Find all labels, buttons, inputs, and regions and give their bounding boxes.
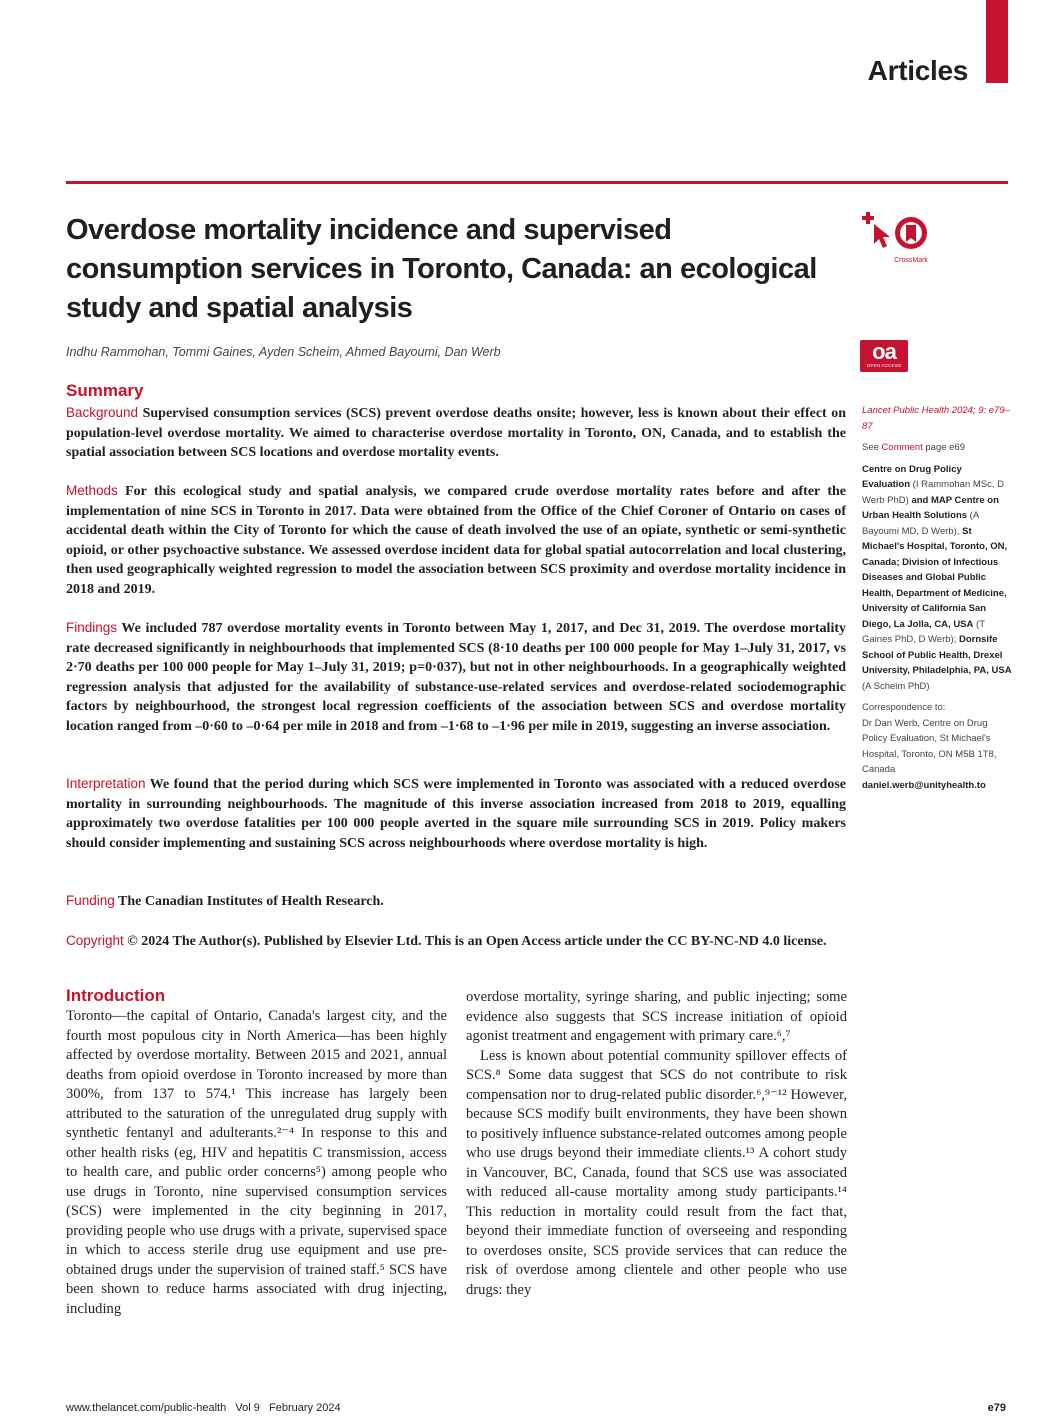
crossmark-badge[interactable] xyxy=(893,215,929,264)
methods-label: Methods xyxy=(66,483,118,498)
background-label: Background xyxy=(66,405,139,420)
background-text: Supervised consumption services (SCS) prevent overdose deaths onsite; however, less is known about their effect on population-level overdose mortality. We aimed to characterise overdose mortality in Toronto, ON, Canada, and to establish the spatial association between SCS locations and overdose mortality events. xyxy=(66,406,847,460)
correspondence xyxy=(862,700,1012,793)
intro-column-1: Toronto—the capital of Ontario, Canada's largest city, and the fourth most populous city in North America—has been highly affected by overdose mortality. Between 2015 and 2021, annual deaths from opioid overdose in Toronto increased by more than 300%, from 137 to 574.¹ This increase has largely been attributed to the saturation of the unregulated drug supply with synthetic fentanyl and adulterants.²⁻⁴ In response to this and other health risks (eg, HIV and hepatitis C transmission, access to health care, and public order concerns⁵) among people who use drugs in Toronto, nine supervised consumption services (SCS) were implemented in the city beginning in 2017, providing people who use drugs with a private, supervised space in which to access sterile drug use equipment and use pre-obtained drugs under the supervision of trained staff.⁵ SCS have been shown to reduce harms associated with drug injecting, including xyxy=(66,1008,447,1317)
title-divider xyxy=(66,181,1008,184)
page-number: e79 xyxy=(987,1402,1006,1414)
crossmark-icon xyxy=(893,215,929,251)
introduction-heading: Introduction xyxy=(66,986,166,1005)
see-comment xyxy=(862,440,1012,456)
affiliation-name: and MAP Centre on Urban Health Solutions xyxy=(862,494,999,521)
oa-logo-text: oa xyxy=(872,339,896,364)
footer-url[interactable]: www.thelancet.com/public-health xyxy=(66,1402,227,1414)
intro-paragraph: overdose mortality, syringe sharing, and public injecting; some evidence also suggests that SCS increase initiation of opioid agonist treatment and engagement with primary care.⁶,⁷ xyxy=(466,989,847,1044)
affiliation-detail: (A Scheim PhD) xyxy=(862,680,930,692)
intro-column-2 xyxy=(466,988,847,1300)
footer-volume: Vol 9 xyxy=(235,1402,260,1414)
funding-label: Funding xyxy=(66,893,115,908)
affiliation-detail: (T Gaines PhD, D Werb); xyxy=(862,618,985,645)
summary-funding xyxy=(66,891,846,912)
interpretation-text: We found that the period during which SCS were implemented in Toronto was associated with a reduced overdose mortality in surrounding neighbourhoods. The magnitude of this inverse association increased from 2018 to 2019, equalling approximately two overdose fatalities per 100 000 people averted in the square mile surrounding SCS in 2019. Policy makers should consider implementing and sustaining SCS across neighbourhoods where overdose mortality is high. xyxy=(66,777,847,851)
affiliation-detail: (I Rammohan MSc, D Werb PhD) xyxy=(862,479,1005,506)
footer-info xyxy=(66,1402,341,1414)
correspondence-label: Correspondence to: xyxy=(862,702,946,713)
footer-date: February 2024 xyxy=(269,1402,341,1414)
oa-subtext: OPEN ACCESS xyxy=(866,363,902,368)
see-prefix: See xyxy=(862,442,882,453)
summary-methods xyxy=(66,481,846,599)
summary-findings xyxy=(66,618,846,736)
affiliation-name: St Michael's Hospital, Toronto, ON, Canada; Division of Infectious Diseases and Global Public Health, Department of Medicine, University of California San Diego, La Jolla, CA, USA xyxy=(862,525,1008,630)
summary-background xyxy=(66,403,846,463)
summary-heading: Summary xyxy=(66,381,144,400)
intro-paragraph: Less is known about potential community spillover effects of SCS.⁸ Some data suggest that SCS do not contribute to risk compensation nor to drug-related public disorder.⁶,⁹⁻¹² However, because SCS modify built environments, they have been shown to positively influence substance-related outcomes among people who use drugs beyond their immediate clients.¹³ A cohort study in Vancouver, BC, Canada, found that SCS use was associated with reduced all-cause mortality among study participants.¹⁴ This reduction in mortality could result from the fact that, beyond their immediate function of overseeing and responding to overdoses onsite, SCS provide services that can reduce the risk of overdose among clientele and other people who use drugs: they xyxy=(466,1047,847,1298)
crossmark-label: CrossMark xyxy=(894,257,928,264)
correspondence-email[interactable]: daniel.werb@unityhealth.to xyxy=(862,779,986,791)
accent-bar xyxy=(986,0,1008,83)
affiliation-name: Centre on Drug Policy Evaluation xyxy=(862,463,962,490)
copyright-text: © 2024 The Author(s). Published by Elsevier Ltd. This is an Open Access article under the CC BY-NC-ND 4.0 license. xyxy=(127,934,827,949)
sidebar xyxy=(862,403,1012,799)
comment-link[interactable]: Comment xyxy=(881,442,923,453)
comment-page: page e69 xyxy=(922,442,965,453)
findings-text: We included 787 overdose mortality events in Toronto between May 1, 2017, and Dec 31, 2019. The overdose mortality rate decreased significantly in neighbourhoods that implemented SCS (8·10 deaths per 100 000 people for May 1–July 31, 2017, vs 2·70 deaths per 100 000 people for May 1–July 31, 2019; p=0·037), but not in other neighbourhoods. In a geographically weighted regression analysis that adjusted for the availability of substance-use-related services and overdose-related sociodemographic factors by neighbourhood, the strongest local regression coefficients of the association between SCS and overdose mortality location ranged from –0·60 to –0·64 per mile in 2018 and from –1·68 to –1·96 per mile in 2019, suggesting an inverse association. xyxy=(66,621,847,734)
correspondence-address: Dr Dan Werb, Centre on Drug Policy Evaluation, St Michael's Hospital, Toronto, ON M5B 1T8, Canada xyxy=(862,717,997,775)
open-access-badge xyxy=(860,340,908,372)
summary-interpretation xyxy=(66,774,846,853)
methods-text: For this ecological study and spatial analysis, we compared crude overdose mortality rates before and after the implementation of nine SCS in Toronto in 2017. Data were obtained from the Office of the Chief Coroner of Ontario on cases of accidental death within the City of Toronto for which the cause of death involved the use of an opiate, synthetic or semi-synthetic opioid, or other psychoactive substance. We assessed overdose incident data for global spatial autocorrelation and local clustering, then used geographically weighted regression to model the association between SCS proximity and overdose mortality incidence in 2018 and 2019. xyxy=(66,484,846,597)
author-list: Indhu Rammohan, Tommi Gaines, Ayden Scheim, Ahmed Bayoumi, Dan Werb xyxy=(66,345,501,359)
journal-reference: Lancet Public Health 2024; 9: e79–87 xyxy=(862,405,1010,432)
findings-label: Findings xyxy=(66,620,118,635)
section-label: Articles xyxy=(867,55,968,86)
affiliation-name: Dornsife School of Public Health, Drexel University, Philadelphia, PA, USA xyxy=(862,634,1012,676)
funding-text: The Canadian Institutes of Health Research. xyxy=(118,894,384,909)
copyright-label: Copyright xyxy=(66,933,124,948)
affiliation-detail: (A Bayoumi MD, D Werb), xyxy=(862,510,979,537)
crossmark-cursor-icon[interactable] xyxy=(862,210,896,250)
interpretation-label: Interpretation xyxy=(66,776,146,791)
article-title: Overdose mortality incidence and supervised consumption services in Toronto, Canada: an ecological study and spatial analysis xyxy=(66,214,817,324)
summary-copyright xyxy=(66,931,846,952)
affiliations xyxy=(862,462,1012,695)
